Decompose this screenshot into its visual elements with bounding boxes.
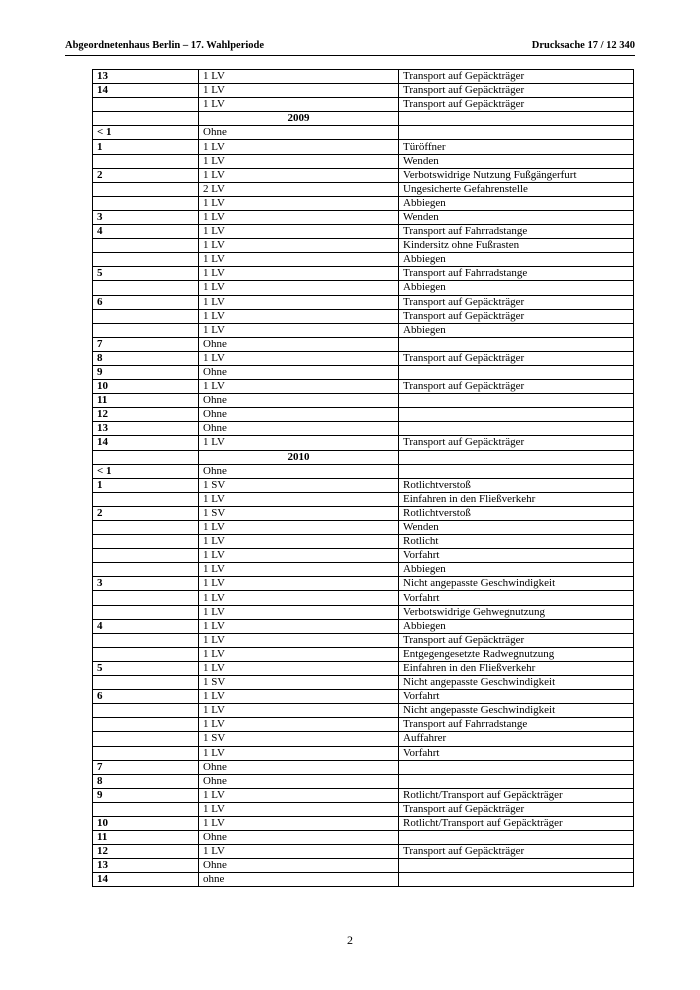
hour-cell: 2 <box>93 168 199 182</box>
table-row <box>93 253 634 267</box>
count-cell: 1 SV <box>199 506 399 520</box>
count-cell: Ohne <box>199 408 399 422</box>
reason-cell <box>399 337 634 351</box>
hour-cell: 13 <box>93 859 199 873</box>
count-cell: 1 LV <box>199 98 399 112</box>
count-cell: 1 LV <box>199 351 399 365</box>
reason-cell: Vorfahrt <box>399 549 634 563</box>
count-cell: 1 LV <box>199 535 399 549</box>
hour-cell <box>93 196 199 210</box>
hour-cell: 7 <box>93 760 199 774</box>
count-cell: 1 LV <box>199 196 399 210</box>
hour-cell: 4 <box>93 225 199 239</box>
hour-cell: 14 <box>93 873 199 887</box>
table-row <box>93 633 634 647</box>
count-cell: 1 LV <box>199 323 399 337</box>
table-row <box>93 182 634 196</box>
hour-cell: 13 <box>93 70 199 84</box>
hour-cell: 4 <box>93 619 199 633</box>
reason-cell <box>399 365 634 379</box>
reason-cell: Transport auf Fahrradstange <box>399 225 634 239</box>
hour-cell: 2 <box>93 506 199 520</box>
hour-cell <box>93 718 199 732</box>
count-cell: 1 LV <box>199 521 399 535</box>
table-row <box>93 774 634 788</box>
year-heading-row <box>93 112 634 126</box>
table-row <box>93 140 634 154</box>
table-row <box>93 605 634 619</box>
reason-cell: Abbiegen <box>399 253 634 267</box>
table-row <box>93 718 634 732</box>
hour-cell <box>93 323 199 337</box>
statistics-table <box>92 69 634 887</box>
table-row <box>93 436 634 450</box>
hour-cell <box>93 549 199 563</box>
table-row <box>93 549 634 563</box>
year-heading-row <box>93 450 634 464</box>
hour-cell <box>93 98 199 112</box>
hour-cell: 3 <box>93 577 199 591</box>
reason-cell: Türöffner <box>399 140 634 154</box>
count-cell: 1 LV <box>199 154 399 168</box>
year-row-empty-cell <box>399 112 634 126</box>
reason-cell: Transport auf Gepäckträger <box>399 309 634 323</box>
reason-cell <box>399 760 634 774</box>
reason-cell <box>399 859 634 873</box>
header-document-number: Drucksache 17 / 12 340 <box>531 40 635 51</box>
table-row <box>93 788 634 802</box>
table-row <box>93 168 634 182</box>
count-cell: 1 LV <box>199 492 399 506</box>
hour-cell: 9 <box>93 788 199 802</box>
count-cell: 1 LV <box>199 309 399 323</box>
table-row <box>93 802 634 816</box>
count-cell: 1 LV <box>199 140 399 154</box>
hour-cell <box>93 563 199 577</box>
page-number: 2 <box>347 933 353 947</box>
count-cell: Ohne <box>199 774 399 788</box>
count-cell: Ohne <box>199 337 399 351</box>
hour-cell: 14 <box>93 84 199 98</box>
reason-cell: Wenden <box>399 210 634 224</box>
reason-cell <box>399 422 634 436</box>
reason-cell: Einfahren in den Fließverkehr <box>399 492 634 506</box>
hour-cell: 9 <box>93 365 199 379</box>
count-cell: 1 LV <box>199 704 399 718</box>
hour-cell: 3 <box>93 210 199 224</box>
count-cell: 1 LV <box>199 633 399 647</box>
reason-cell: Kindersitz ohne Fußrasten <box>399 239 634 253</box>
table-row <box>93 577 634 591</box>
hour-cell: 5 <box>93 267 199 281</box>
count-cell: 1 LV <box>199 267 399 281</box>
table-row <box>93 196 634 210</box>
table-row <box>93 154 634 168</box>
count-cell: Ohne <box>199 831 399 845</box>
hour-cell <box>93 154 199 168</box>
reason-cell: Transport auf Gepäckträger <box>399 98 634 112</box>
hour-cell: 8 <box>93 774 199 788</box>
hour-cell <box>93 633 199 647</box>
reason-cell: Transport auf Gepäckträger <box>399 351 634 365</box>
table-row <box>93 295 634 309</box>
reason-cell: Transport auf Fahrradstange <box>399 718 634 732</box>
hour-cell <box>93 492 199 506</box>
table-row <box>93 394 634 408</box>
table-row <box>93 859 634 873</box>
reason-cell: Rotlichtverstoß <box>399 478 634 492</box>
reason-cell: Einfahren in den Fließverkehr <box>399 661 634 675</box>
hour-cell <box>93 309 199 323</box>
hour-cell: < 1 <box>93 464 199 478</box>
table-row <box>93 351 634 365</box>
reason-cell: Rotlicht/Transport auf Gepäckträger <box>399 788 634 802</box>
table-row <box>93 70 634 84</box>
count-cell: Ohne <box>199 859 399 873</box>
reason-cell: Abbiegen <box>399 281 634 295</box>
reason-cell: Abbiegen <box>399 563 634 577</box>
hour-cell: 13 <box>93 422 199 436</box>
count-cell: 1 LV <box>199 619 399 633</box>
hour-cell: 1 <box>93 140 199 154</box>
hour-cell <box>93 704 199 718</box>
count-cell: 1 LV <box>199 225 399 239</box>
table-row <box>93 873 634 887</box>
reason-cell: Abbiegen <box>399 323 634 337</box>
hour-cell <box>93 802 199 816</box>
count-cell: 1 LV <box>199 295 399 309</box>
table-row <box>93 422 634 436</box>
table-row <box>93 478 634 492</box>
table-row <box>93 521 634 535</box>
hour-cell <box>93 253 199 267</box>
year-heading: 2009 <box>199 112 399 126</box>
count-cell: 1 LV <box>199 168 399 182</box>
table-row <box>93 690 634 704</box>
hour-cell: 6 <box>93 295 199 309</box>
reason-cell: Wenden <box>399 521 634 535</box>
reason-cell: Rotlicht/Transport auf Gepäckträger <box>399 816 634 830</box>
hour-cell: 6 <box>93 690 199 704</box>
reason-cell: Vorfahrt <box>399 690 634 704</box>
hour-cell: 11 <box>93 831 199 845</box>
hour-cell <box>93 535 199 549</box>
reason-cell: Transport auf Gepäckträger <box>399 436 634 450</box>
count-cell: Ohne <box>199 126 399 140</box>
count-cell: 1 LV <box>199 718 399 732</box>
count-cell: 1 LV <box>199 591 399 605</box>
table-row <box>93 98 634 112</box>
reason-cell: Transport auf Gepäckträger <box>399 845 634 859</box>
hour-cell <box>93 732 199 746</box>
hour-cell: 11 <box>93 394 199 408</box>
table-row <box>93 732 634 746</box>
count-cell: 1 LV <box>199 690 399 704</box>
hour-cell: 7 <box>93 337 199 351</box>
count-cell: 1 LV <box>199 788 399 802</box>
reason-cell: Auffahrer <box>399 732 634 746</box>
hour-cell: 10 <box>93 816 199 830</box>
hour-cell: < 1 <box>93 126 199 140</box>
table-row <box>93 831 634 845</box>
reason-cell <box>399 831 634 845</box>
reason-cell: Transport auf Gepäckträger <box>399 802 634 816</box>
table-row <box>93 380 634 394</box>
reason-cell <box>399 394 634 408</box>
hour-cell: 8 <box>93 351 199 365</box>
table-row <box>93 647 634 661</box>
table-row <box>93 267 634 281</box>
table-row <box>93 591 634 605</box>
count-cell: 1 LV <box>199 746 399 760</box>
year-row-empty-cell <box>93 112 199 126</box>
reason-cell: Transport auf Gepäckträger <box>399 84 634 98</box>
hour-cell: 12 <box>93 408 199 422</box>
table-row <box>93 408 634 422</box>
count-cell: 1 LV <box>199 845 399 859</box>
count-cell: 1 LV <box>199 380 399 394</box>
table-row <box>93 535 634 549</box>
table-row <box>93 760 634 774</box>
reason-cell: Transport auf Gepäckträger <box>399 380 634 394</box>
count-cell: ohne <box>199 873 399 887</box>
reason-cell: Nicht angepasste Geschwindigkeit <box>399 676 634 690</box>
reason-cell <box>399 873 634 887</box>
count-cell: 1 LV <box>199 436 399 450</box>
table-row <box>93 365 634 379</box>
page-header <box>65 40 635 54</box>
table-row <box>93 746 634 760</box>
table-row <box>93 464 634 478</box>
reason-cell: Vorfahrt <box>399 746 634 760</box>
count-cell: 1 LV <box>199 239 399 253</box>
table-row <box>93 210 634 224</box>
year-row-empty-cell <box>93 450 199 464</box>
count-cell: 1 SV <box>199 676 399 690</box>
count-cell: 1 LV <box>199 563 399 577</box>
count-cell: Ohne <box>199 760 399 774</box>
hour-cell: 1 <box>93 478 199 492</box>
reason-cell: Transport auf Gepäckträger <box>399 70 634 84</box>
hour-cell: 10 <box>93 380 199 394</box>
count-cell: 1 LV <box>199 84 399 98</box>
count-cell: 1 LV <box>199 816 399 830</box>
reason-cell <box>399 774 634 788</box>
hour-cell: 14 <box>93 436 199 450</box>
hour-cell <box>93 182 199 196</box>
reason-cell: Entgegengesetzte Radwegnutzung <box>399 647 634 661</box>
statistics-table-body <box>93 70 634 887</box>
hour-cell <box>93 239 199 253</box>
table-row <box>93 323 634 337</box>
header-divider <box>65 55 635 56</box>
count-cell: 1 SV <box>199 732 399 746</box>
reason-cell: Transport auf Gepäckträger <box>399 633 634 647</box>
count-cell: Ohne <box>199 464 399 478</box>
count-cell: 1 LV <box>199 661 399 675</box>
reason-cell: Rotlichtverstoß <box>399 506 634 520</box>
table-row <box>93 619 634 633</box>
hour-cell <box>93 647 199 661</box>
reason-cell: Transport auf Fahrradstange <box>399 267 634 281</box>
count-cell: 1 LV <box>199 802 399 816</box>
year-row-empty-cell <box>399 450 634 464</box>
count-cell: Ohne <box>199 394 399 408</box>
table-row <box>93 845 634 859</box>
reason-cell: Abbiegen <box>399 619 634 633</box>
hour-cell <box>93 591 199 605</box>
table-row <box>93 281 634 295</box>
hour-cell: 12 <box>93 845 199 859</box>
count-cell: 1 LV <box>199 577 399 591</box>
hour-cell: 5 <box>93 661 199 675</box>
table-row <box>93 704 634 718</box>
hour-cell <box>93 521 199 535</box>
count-cell: 1 LV <box>199 605 399 619</box>
reason-cell <box>399 464 634 478</box>
hour-cell <box>93 676 199 690</box>
table-row <box>93 492 634 506</box>
count-cell: 1 LV <box>199 549 399 563</box>
count-cell: 1 LV <box>199 210 399 224</box>
table-row <box>93 239 634 253</box>
count-cell: Ohne <box>199 365 399 379</box>
table-row <box>93 563 634 577</box>
reason-cell: Ungesicherte Gefahrenstelle <box>399 182 634 196</box>
year-heading: 2010 <box>199 450 399 464</box>
count-cell: 1 LV <box>199 253 399 267</box>
header-parliament-label: Abgeordnetenhaus Berlin – 17. Wahlperiode <box>65 40 265 51</box>
table-row <box>93 676 634 690</box>
reason-cell: Abbiegen <box>399 196 634 210</box>
reason-cell: Transport auf Gepäckträger <box>399 295 634 309</box>
count-cell: 1 LV <box>199 281 399 295</box>
count-cell: 2 LV <box>199 182 399 196</box>
table-row <box>93 506 634 520</box>
table-row <box>93 661 634 675</box>
reason-cell: Nicht angepasste Geschwindigkeit <box>399 704 634 718</box>
table-row <box>93 337 634 351</box>
table-row <box>93 126 634 140</box>
table-row <box>93 225 634 239</box>
table-row <box>93 309 634 323</box>
reason-cell <box>399 126 634 140</box>
reason-cell: Wenden <box>399 154 634 168</box>
hour-cell <box>93 746 199 760</box>
count-cell: 1 LV <box>199 70 399 84</box>
reason-cell: Verbotswidrige Nutzung Fußgängerfurt <box>399 168 634 182</box>
reason-cell: Nicht angepasste Geschwindigkeit <box>399 577 634 591</box>
count-cell: Ohne <box>199 422 399 436</box>
reason-cell: Rotlicht <box>399 535 634 549</box>
hour-cell <box>93 605 199 619</box>
count-cell: 1 LV <box>199 647 399 661</box>
reason-cell <box>399 408 634 422</box>
reason-cell: Vorfahrt <box>399 591 634 605</box>
hour-cell <box>93 281 199 295</box>
reason-cell: Verbotswidrige Gehwegnutzung <box>399 605 634 619</box>
table-row <box>93 816 634 830</box>
table-row <box>93 84 634 98</box>
count-cell: 1 SV <box>199 478 399 492</box>
